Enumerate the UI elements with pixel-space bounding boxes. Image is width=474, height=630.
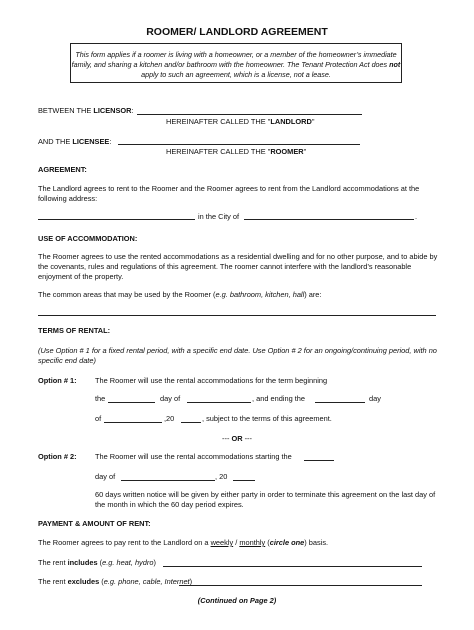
option2-dayof: day of — [95, 472, 116, 481]
payment-basis: The Roomer agrees to pay rent to the Landlord on a weekly / monthly (circle one) basis. — [38, 538, 329, 547]
option1-start-month-field[interactable] — [187, 402, 251, 403]
option1-end-month-field[interactable] — [104, 422, 162, 423]
licensor-label: BETWEEN THE LICENSOR: — [38, 106, 134, 115]
licensee-field[interactable] — [118, 144, 360, 145]
option2-month-field[interactable] — [121, 480, 215, 481]
notice-emphasis: not — [389, 60, 401, 69]
option1-label: Option # 1: — [38, 376, 77, 385]
option1-dayof: day of — [160, 394, 181, 403]
licensor-field[interactable] — [137, 114, 362, 115]
address-field[interactable] — [38, 219, 195, 220]
option1-the: the — [95, 394, 106, 403]
option1-day: day — [369, 394, 381, 403]
option1-year-field[interactable] — [181, 422, 201, 423]
terms-heading: TERMS OF RENTAL: — [38, 326, 111, 335]
option2-year-prefix: , 20 — [215, 472, 228, 481]
licensee-label: AND THE LICENSEE: — [38, 137, 112, 146]
city-label: in the City of — [198, 212, 240, 221]
option1-ending: , and ending the — [252, 394, 306, 403]
rent-includes-field[interactable] — [163, 566, 422, 567]
rent-excludes-field[interactable] — [179, 585, 422, 586]
or-divider: --- OR --- — [222, 434, 252, 443]
notice-text-end: apply to such an agreement, which is a license, not a lease. — [141, 70, 331, 79]
notice-text: This form applies if a roomer is living with a homeowner, or a member of the homeowner’s immediate family, and sharing a kitchen and/or bathroom with the homeowner. The Tenant Protection Act does — [71, 50, 397, 69]
option2-label: Option # 2: — [38, 452, 77, 461]
document-title: ROOMER/ LANDLORD AGREEMENT — [146, 26, 328, 38]
city-period: . — [415, 212, 418, 221]
option1-end-day-field[interactable] — [315, 402, 365, 403]
landlord-designation: HEREINAFTER CALLED THE "LANDLORD" — [166, 117, 315, 126]
notice-box — [70, 43, 402, 83]
option2-notice: 60 days written notice will be given by either party in order to terminate this agreement on the last day of the month in which the 60 day period expires. — [95, 490, 436, 509]
option1-text: The Roomer will use the rental accommodations for the term beginning — [95, 376, 328, 385]
option1-subject: , subject to the terms of this agreement. — [202, 414, 332, 423]
terms-note: (Use Option # 1 for a fixed rental period, with a specific end date. Use Option # 2 for an ongoing/continuing period, with no specific end date) — [38, 346, 437, 365]
agreement-heading: AGREEMENT: — [38, 165, 87, 174]
common-areas-field[interactable] — [38, 315, 436, 316]
continued-footer: (Continued on Page 2) — [197, 596, 277, 605]
common-areas-label: The common areas that may be used by the Roomer (e.g. bathroom, kitchen, hall) are: — [38, 290, 322, 299]
use-text: The Roomer agrees to use the rented accommodations as a residential dwelling and for no other purpose, and to abide by the covenants, rules and regulations of this agreement. The roomer cannot interfere with the landlord’s reasonable enjoyment of the property. — [38, 252, 438, 281]
agreement-text: The Landlord agrees to rent to the Roomer and the Roomer agrees to rent from the Landlord accommodations at the following address: — [38, 184, 420, 203]
rent-excludes-label: The rent excludes (e.g. phone, cable, Internet) — [38, 577, 193, 586]
monthly-option[interactable]: monthly — [239, 538, 266, 547]
use-heading: USE OF ACCOMMODATION: — [38, 234, 138, 243]
option2-year-field[interactable] — [233, 480, 255, 481]
roomer-designation: HEREINAFTER CALLED THE "ROOMER" — [166, 147, 307, 156]
option2-text: The Roomer will use the rental accommodations starting the — [95, 452, 292, 461]
option1-start-day-field[interactable] — [108, 402, 155, 403]
option1-of: of — [95, 414, 102, 423]
option1-year-prefix: ,20 — [164, 414, 175, 423]
payment-heading: PAYMENT & AMOUNT OF RENT: — [38, 519, 151, 528]
weekly-option[interactable]: weekly — [210, 538, 234, 547]
rent-includes-label: The rent includes (e.g. heat, hydro) — [38, 558, 156, 567]
option2-start-day-field[interactable] — [304, 460, 334, 461]
city-field[interactable] — [244, 219, 414, 220]
